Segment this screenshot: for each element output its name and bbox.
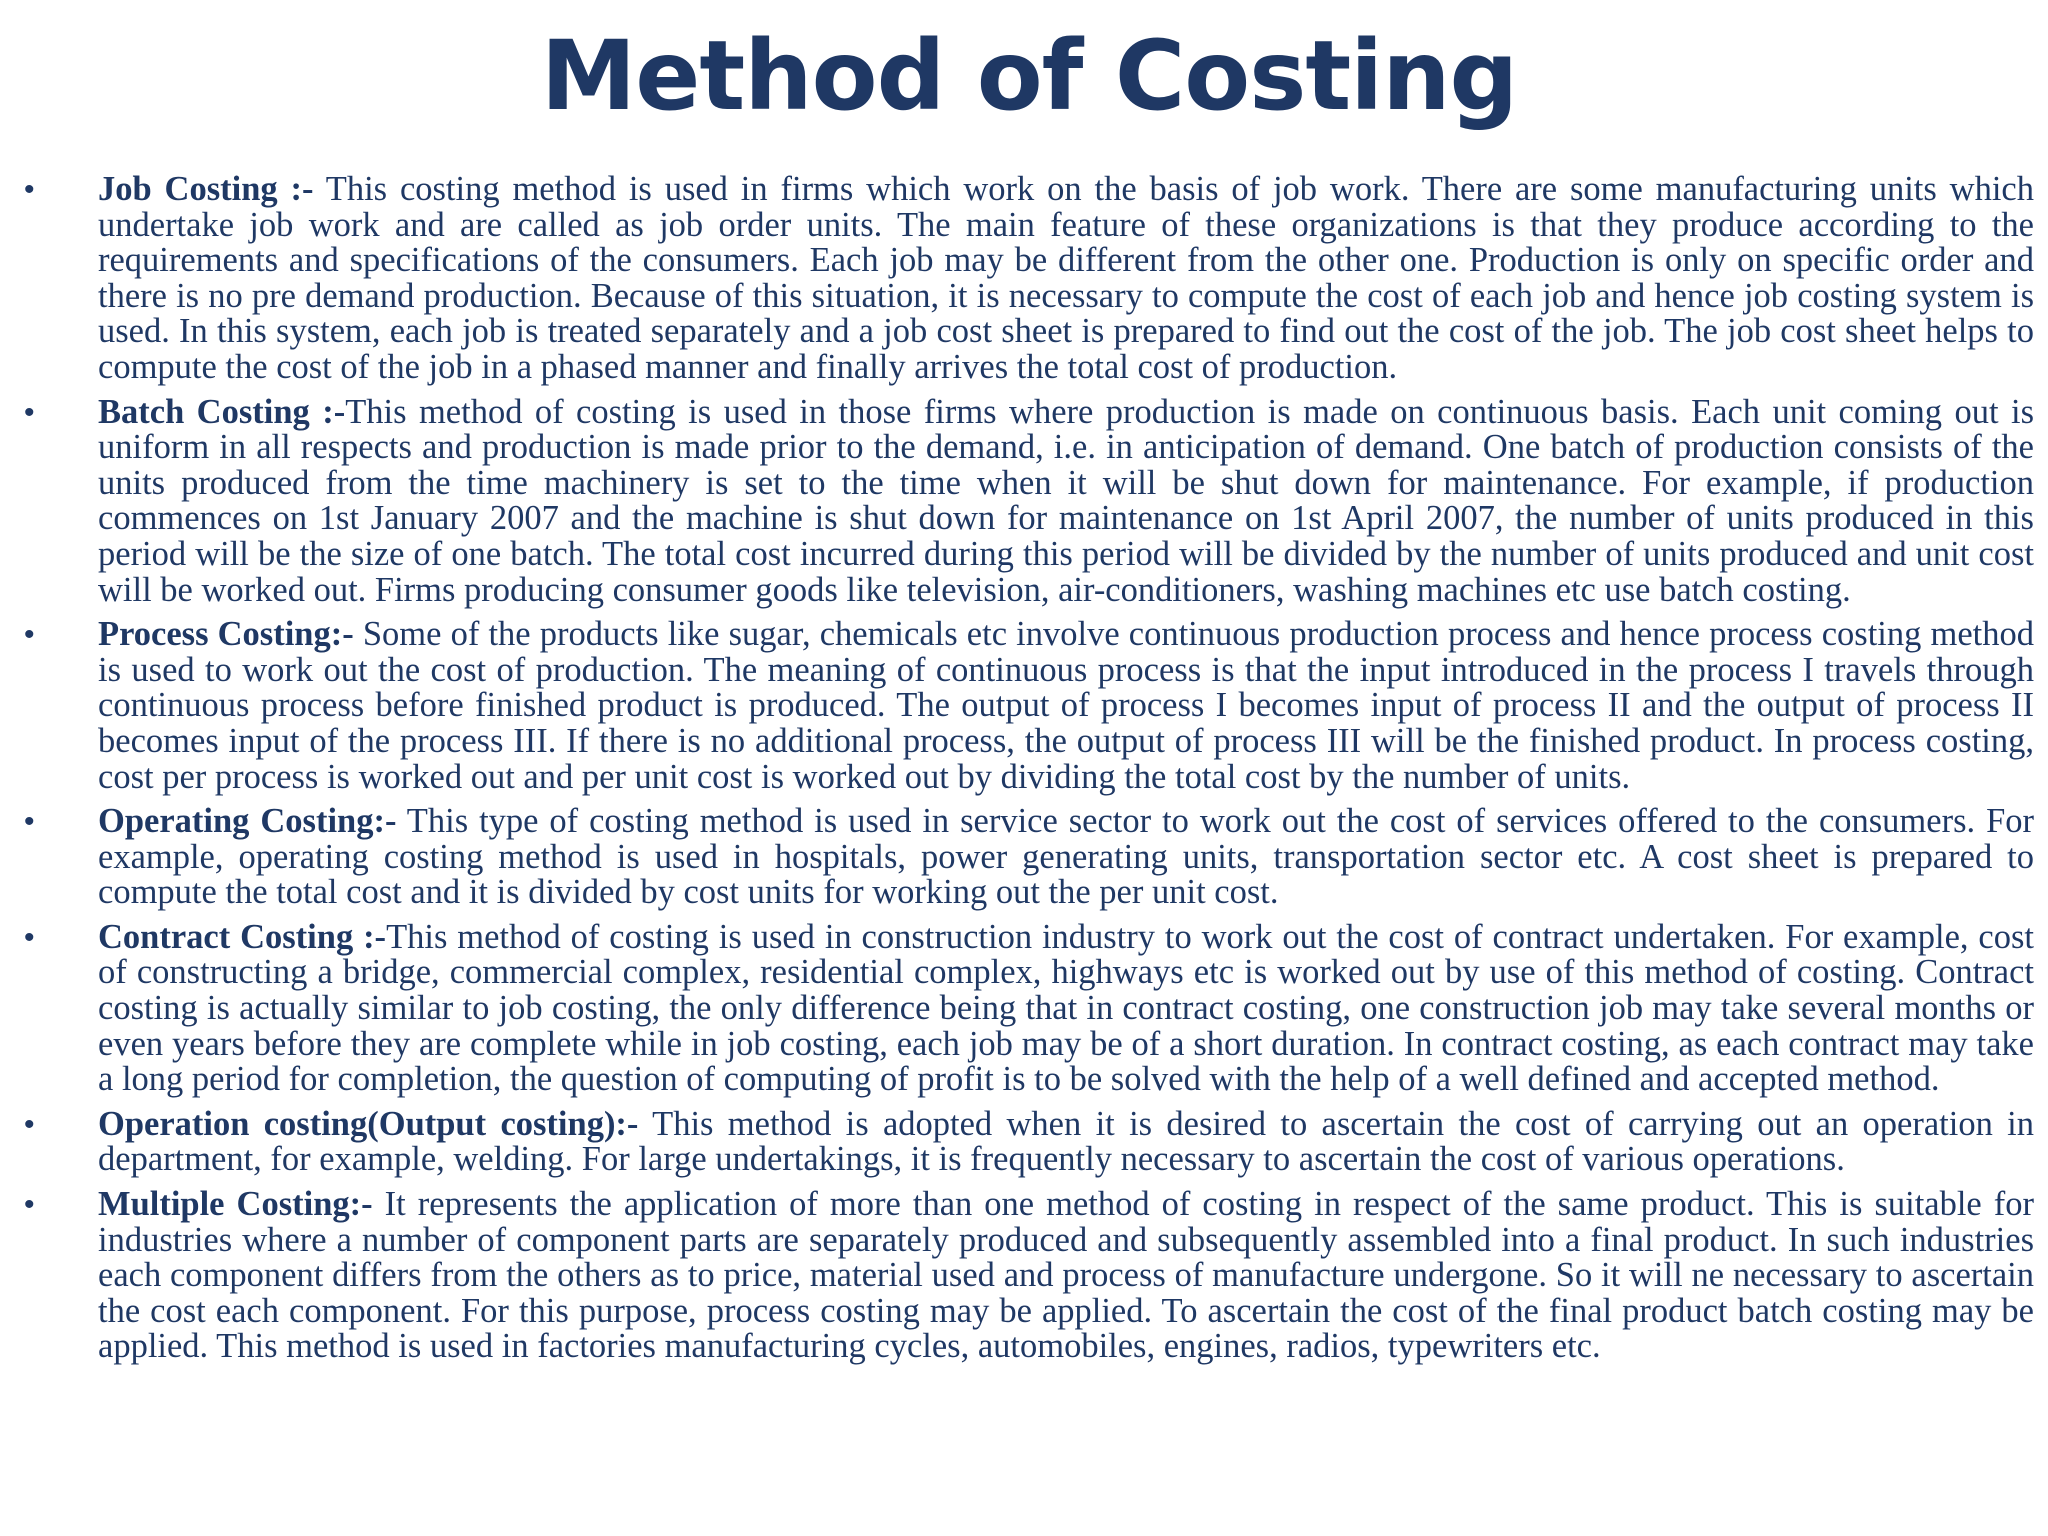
item-text: Some of the products like sugar, chemicals etc involve continuous production process and hence process costing method is used to work out the cost of production. The meaning of continuous process is that the input introduced in the process I travels through continuous process before finished product is produced. The output of process I becomes input of process II and the output of process II becomes input of the process III. If there is no additional process, the output of process III will be the finished product. In process costing, cost per process is worked out and per unit cost is worked out by dividing the total cost by the number of units. <box>98 615 2034 796</box>
item-text: It represents the application of more than one method of costing in respect of the same product. This is suitable for industries where a number of component parts are separately produced and subsequently assembled into a final product. In such industries each component differs from the others as to price, material used and process of manufacture undergone. So it will ne necessary to ascertain the cost each component. For this purpose, process costing may be applied. To ascertain the cost of the final product batch costing may be applied. This method is used in factories manufacturing cycles, automobiles, engines, radios, typewriters etc. <box>98 1185 2035 1366</box>
list-item-process-costing <box>24 617 2034 795</box>
item-term: Process Costing:- <box>98 615 354 654</box>
item-text: This method of costing is used in construction industry to work out the cost of contract undertaken. For example, cost of constructing a bridge, commercial complex, residential complex, highways etc is worked out by use of this method of costing. Contract costing is actually similar to job costing, the only difference being that in contract costing, one construction job may take several months or even years before they are complete while in job costing, each job may be of a short duration. In contract costing, as each contract may take a long period for completion, the question of computing of profit is to be solved with the help of a well defined and accepted method. <box>98 917 2035 1099</box>
slide-title: Method of Costing <box>540 20 1518 132</box>
bullet-icon: • <box>24 805 35 839</box>
list-item-batch-costing <box>24 392 2034 609</box>
bullet-icon: • <box>24 395 35 429</box>
item-term: Batch Costing :- <box>98 392 346 431</box>
bullet-icon: • <box>24 618 35 652</box>
item-term: Multiple Costing:- <box>98 1185 373 1224</box>
bullet-icon: • <box>24 1107 35 1141</box>
item-text: This method of costing is used in those firms where production is made on continuous basis. Each unit coming out is uniform in all respects and production is made prior to the demand, i.e. in anticipation of demand. One batch of production consists of the units produced from the time machinery is set to the time when it will be shut down for maintenance. For example, if production commences on 1st January 2007 and the machine is shut down for maintenance on 1st April 2007, the number of units produced in this period will be the size of one batch. The total cost incurred during this period will be divided by the number of units produced and unit cost will be worked out. Firms producing consumer goods like television, air-conditioners, washing machines etc use batch costing. <box>98 392 2034 609</box>
item-term: Contract Costing :- <box>98 917 387 956</box>
item-text: This type of costing method is used in service sector to work out the cost of services offered to the consumers. For example, operating costing method is used in hospitals, power generating units, transportation sector etc. A cost sheet is prepared to compute the total cost and it is divided by cost units for working out the per unit cost. <box>98 802 2034 912</box>
costing-methods-list <box>24 172 2034 1365</box>
bullet-icon: • <box>24 1188 35 1222</box>
item-term: Job Costing :- <box>98 170 314 208</box>
item-text: This costing method is used in firms which work on the basis of job work. There are some manufacturing units which undertake job work and are called as job order units. The main feature of these organizations is that they produce according to the requirements and specifications of the consumers. Each job may be different from the other one. Production is only on specific order and there is no pre demand production. Because of this situation, it is necessary to compute the cost of each job and hence job costing system is used. In this system, each job is treated separately and a job cost sheet is prepared to find out the cost of the job. The job cost sheet helps to compute the cost of the job in a phased manner and finally arrives the total cost of production. <box>98 170 2034 386</box>
bullet-icon: • <box>24 920 35 954</box>
item-term: Operating Costing:- <box>98 802 397 841</box>
item-text: This method is adopted when it is desired to ascertain the cost of carrying out an operation in department, for example, welding. For large undertakings, it is frequently necessary to ascertain the cost of various operations. <box>98 1104 2034 1179</box>
list-item-multiple-costing <box>24 1187 2034 1365</box>
item-term: Operation costing(Output costing):- <box>98 1104 639 1143</box>
list-item-operation-costing <box>24 1104 2034 1179</box>
list-item-job-costing <box>24 172 2034 386</box>
list-item-contract-costing <box>24 917 2035 1099</box>
bullet-icon: • <box>24 173 35 206</box>
list-item-operating-costing <box>24 804 2034 911</box>
